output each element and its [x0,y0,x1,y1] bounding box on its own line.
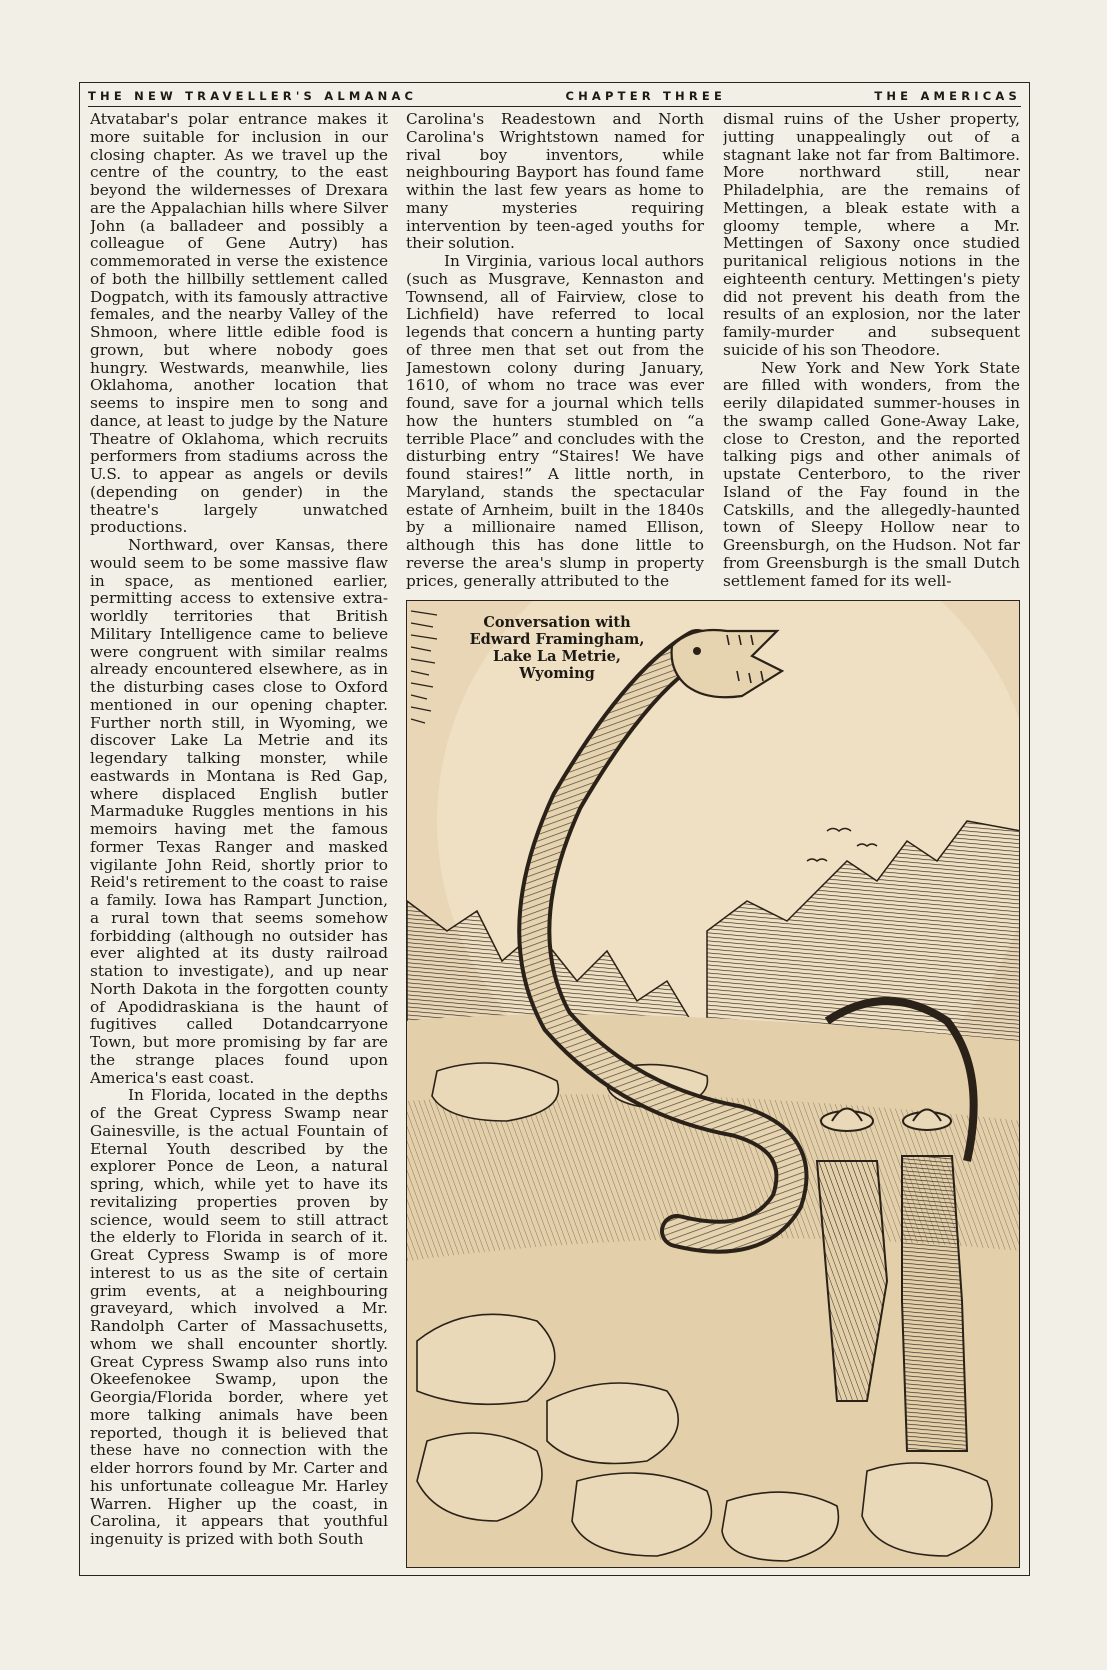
text-column-2 [406,111,704,593]
header-book-title: THE NEW TRAVELLER'S ALMANAC [88,89,418,103]
paragraph: Northward, over Kansas, there would seem to be some massive flaw in space, as mentioned earlier, permitting access to extensive extra-worldly territories that British Military Intelligence came to believe were congruent with similar realms already encountered elsewhere, as in the disturbing cases close to Oxford mentioned in our opening chapter. Further north still, in Wyoming, we discover Lake La Metrie and its legendary talking monster, while eastwards in Montana is Red Gap, where displaced English butler Marmaduke Ruggles mentions in his memoirs having met the famous former Texas Ranger and masked vigilante John Reid, shortly prior to Reid's retirement to the coast to raise a family. Iowa has Rampart Junction, a rural town that seems somehow forbidding (although no outsider has ever alighted at its dusty railroad station to investigate), and up near North Dakota in the forgotten county of Apodidraskiana is the haunt of fugitives called Dotandcarryone Town, but more promising by far are the strange places found upon America's east coast. [90,536,388,1087]
lake-monster-illustration [406,600,1020,1568]
paragraph: In Virginia, various local authors (such as Musgrave, Kennaston and Townsend, all of Fairview, close to Lichfield) have referred to local legends that concern a hunting party of three men that set out from the Jamestown colony during January, 1610, of whom no trace was ever found, save for a journal which tells how the hunters stumbled on “a terrible Place” and concludes with the disturbing entry “Staires! We have found staires!” A little north, in Maryland, stands the spectacular estate of Arnheim, built in the 1840s by a millionaire named Ellison, although this has done little to reverse the area's slump in property prices, generally attributed to the [406,252,704,590]
caption-line: Edward Framingham, [469,631,645,648]
paragraph: In Florida, located in the depths of the Great Cypress Swamp near Gainesville, is the actual Fountain of Eternal Youth described by the explorer Ponce de Leon, a natural spring, which, while yet to have its revitalizing properties proven by science, would seem to still attract the elderly to Florida in search of it. Great Cypress Swamp is of more interest to us as the site of certain grim events, at a neighbouring graveyard, which involved a Mr. Randolph Carter of Massachusetts, whom we shall encounter shortly. Great Cypress Swamp also runs into Okeefenokee Swamp, upon the Georgia/Florida border, where yet more talking animals have been reported, though it is believed that these have no connection with the elder horrors found by Mr. Carter and his unfortunate colleague Mr. Harley Warren. Higher up the coast, in Carolina, it appears that youthful ingenuity is prized with both South [90,1086,388,1548]
paragraph: Atvatabar's polar entrance makes it more suitable for inclusion in our closing chapter. As we travel up the centre of the country, to the east beyond the wildernesses of Drexara are the Appalachian hills where Silver John (a balladeer and possibly a colleague of Gene Autry) has commemorated in verse the existence of both the hillbilly settlement called Dogpatch, with its famously attractive females, and the nearby Valley of the Shmoon, where little edible food is grown, but where nobody goes hungry. Westwards, meanwhile, lies Oklahoma, another location that seems to inspire men to song and dance, at least to judge by the Nature Theatre of Oklahoma, which recruits performers from stadiums across the U.S. to appear as angels or devils (depending on gender) in the theatre's largely unwatched productions. [90,111,388,537]
paragraph: Carolina's Readestown and North Carolina's Wrightstown named for rival boy inventors, while neighbouring Bayport has found fame within the last few years as home to many mysteries requiring intervention by teen-aged youths for their solution. [406,111,704,253]
illustration-caption [457,614,657,682]
paragraph: dismal ruins of the Usher property, jutting unappealingly out of a stagnant lake not far from Baltimore. More northward still, near Philadelphia, are the remains of Mettingen, a bleak estate with a gloomy temple, where a Mr. Mettingen of Saxony once studied puritanical religious notions in the eighteenth century. Mettingen's piety did not prevent his death from the results of an explosion, nor the later family-murder and subsequent suicide of his son Theodore. [723,111,1020,359]
text-column-3 [723,111,1020,593]
paragraph: New York and New York State are filled with wonders, from the eerily dilapidated summer-houses in the swamp called Gone-Away Lake, close to Creston, and the reported talking pigs and other animals of upstate Centerboro, to the river Island of the Fay found in the Catskills, and the allegedly-haunted town of Sleepy Hollow near to Greensburgh, on the Hudson. Not far from Greensburgh is the small Dutch settlement famed for its well- [723,358,1020,590]
caption-line: Wyoming [519,665,595,682]
caption-line: Conversation with [483,614,631,631]
header-rule [88,106,1021,107]
header-chapter: CHAPTER THREE [565,89,727,103]
running-header [88,87,1021,105]
header-section: THE AMERICAS [874,89,1021,103]
monster-eye [693,647,701,655]
caption-line: Lake La Metrie, [493,648,621,665]
illustration-artwork [407,601,1020,1568]
text-column-1 [90,111,388,1573]
left-edge-hatching [411,611,437,723]
